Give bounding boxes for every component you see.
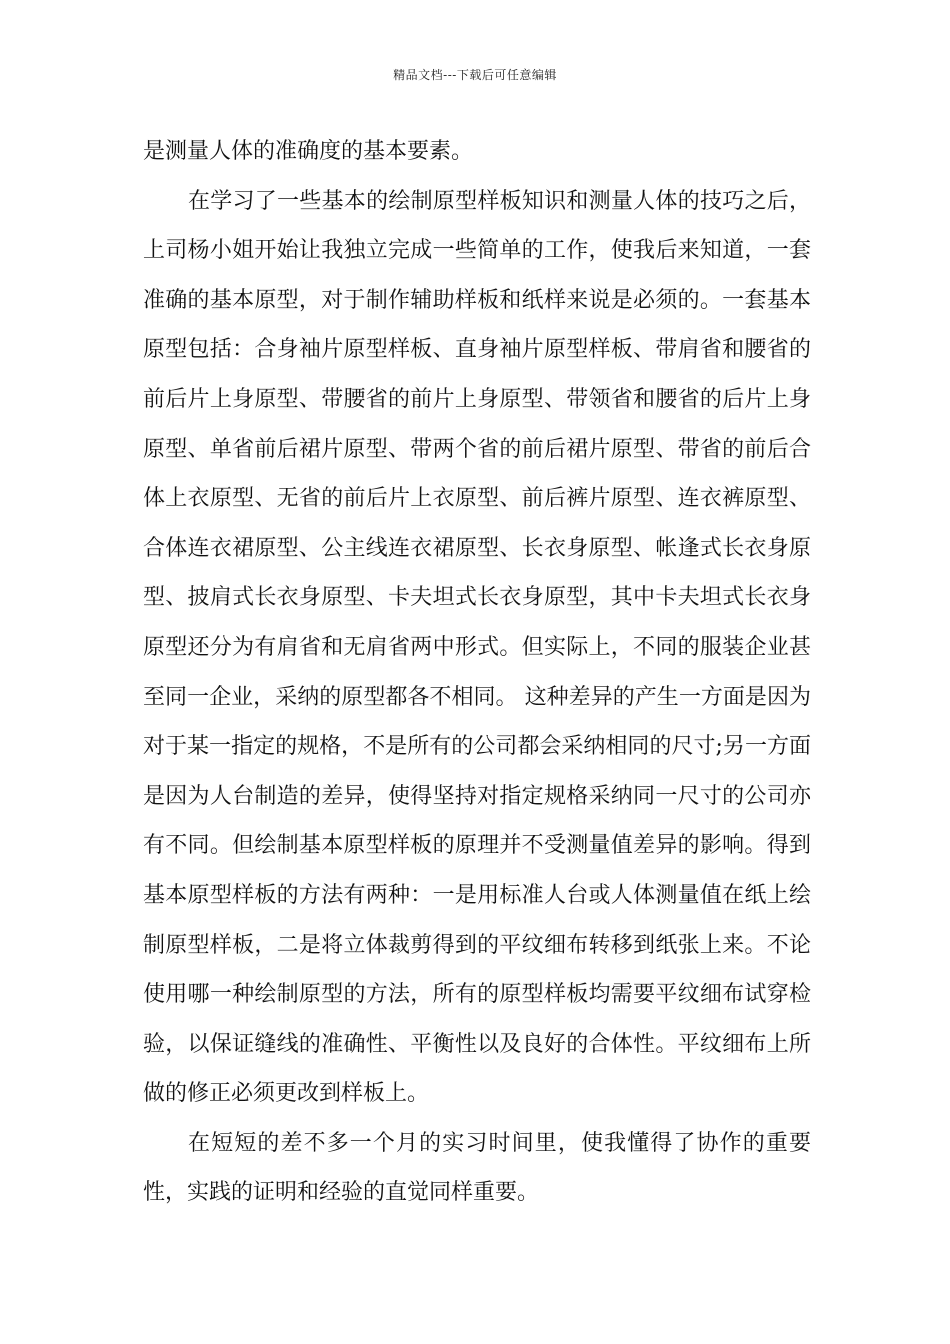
paragraph-prototype-patterns: 在学习了一些基本的绘制原型样板知识和测量人体的技巧之后，上司杨小姐开始让我独立完成一些简单的工作，使我后来知道，一套准确的基本原型，对于制作辅助样板和纸样来说是必须的。一套基本原型包括：合身袖片原型样板、直身袖片原型样板、带肩省和腰省的前后片上身原型、带腰省的前片上身原型、带领省和腰省的后片上身原型、单省前后裙片原型、带两个省的前后裙片原型、带省的前后合体上衣原型、无省的前后片上衣原型、前后裤片原型、连衣裤原型、合体连衣裙原型、公主线连衣裙原型、长衣身原型、帐逢式长衣身原型、披肩式长衣身原型、卡夫坦式长衣身原型，其中卡夫坦式长衣身原型还分为有肩省和无肩省两中形式。但实际上，不同的服装企业甚至同一企业，采纳的原型都各不相同。 这种差异的产生一方面是因为对于某一指定的规格，不是所有的公司都会采纳相同的尺寸;另一方面是因为人台制造的差异，使得坚持对指定规格采纳同一尺寸的公司亦有不同。但绘制基本原型样板的原理并不受测量值差异的影响。得到基本原型样板的方法有两种：一是用标准人台或人体测量值在纸上绘制原型样板，二是将立体裁剪得到的平纹细布转移到纸张上来。不论使用哪一种绘制原型的方法，所有的原型样板均需要平纹细布试穿检验，以保证缝线的准确性、平衡性以及良好的合体性。平纹细布上所做的修正必须更改到样板上。	[143, 188, 811, 1107]
paragraph-internship-conclusion: 在短短的差不多一个月的实习时间里，使我懂得了协作的重要性，实践的证明和经验的直觉同样重要。	[143, 1130, 811, 1206]
paragraph-continuation: 是测量人体的准确度的基本要素。	[143, 139, 474, 164]
document-body	[143, 127, 811, 1218]
page-header: 精品文档---下载后可任意编辑	[393, 68, 557, 82]
